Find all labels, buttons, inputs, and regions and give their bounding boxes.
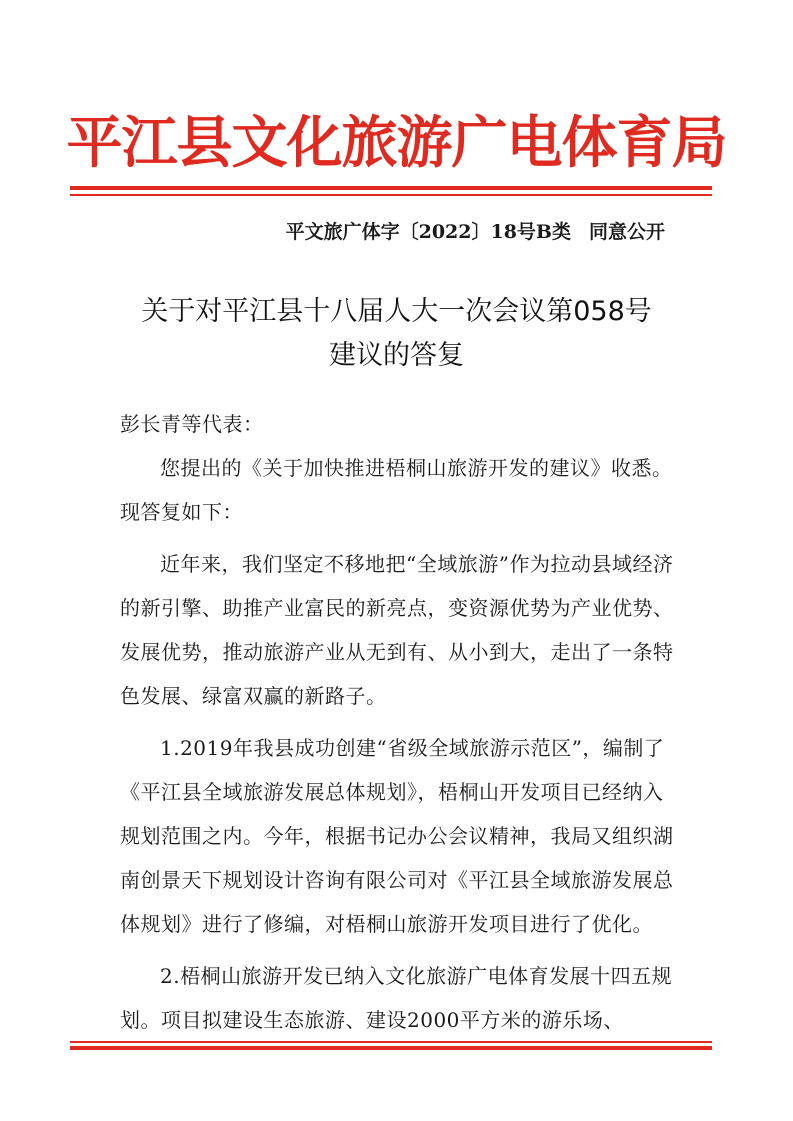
title-line-1: 关于对平江县十八届人大一次会议第058号: [141, 296, 652, 327]
footer-divider-thick: [70, 1046, 712, 1050]
document-code: 平文旅广体字〔2022〕18号B类: [285, 221, 571, 243]
body-paragraph: 1.2019年我县成功创建“省级全域旅游示范区”，编制了《平江县全域旅游发展总体规划》，梧桐山开发项目已经纳入规划范围之内。今年，根据书记办公会议精神，我局又组织湖南创景天下规划设计咨询有限公司对《平江县全域旅游发展总体规划》进行了修编，对梧桐山旅游开发项目进行了优化。: [120, 736, 674, 936]
disclosure-status: 同意公开: [588, 221, 665, 243]
masthead-divider-thick: [70, 186, 712, 190]
masthead-divider-thin: [70, 194, 712, 196]
salutation: 彭长青等代表：: [120, 412, 264, 436]
document-number-line: [286, 218, 665, 246]
footer-divider-thin: [70, 1041, 712, 1043]
document-title: [0, 290, 793, 378]
document-body: [120, 402, 680, 1042]
title-line-2: 建议的答复: [329, 340, 464, 371]
masthead-org-name: 平江县文化旅游广电体育局: [66, 110, 727, 176]
body-paragraph: 您提出的《关于加快推进梧桐山旅游开发的建议》收悉。现答复如下：: [120, 456, 673, 524]
body-paragraph: 近年来，我们坚定不移地把“全域旅游”作为拉动县域经济的新引擎、助推产业富民的新亮点，变资源优势为产业优势、发展优势，推动旅游产业从无到有、从小到大，走出了一条特色发展、绿富双赢的新路子。: [120, 552, 674, 708]
body-paragraph: 2.梧桐山旅游开发已纳入文化旅游广电体育发展十四五规划。项目拟建设生态旅游、建设2000平方米的游乐场、: [120, 964, 673, 1032]
